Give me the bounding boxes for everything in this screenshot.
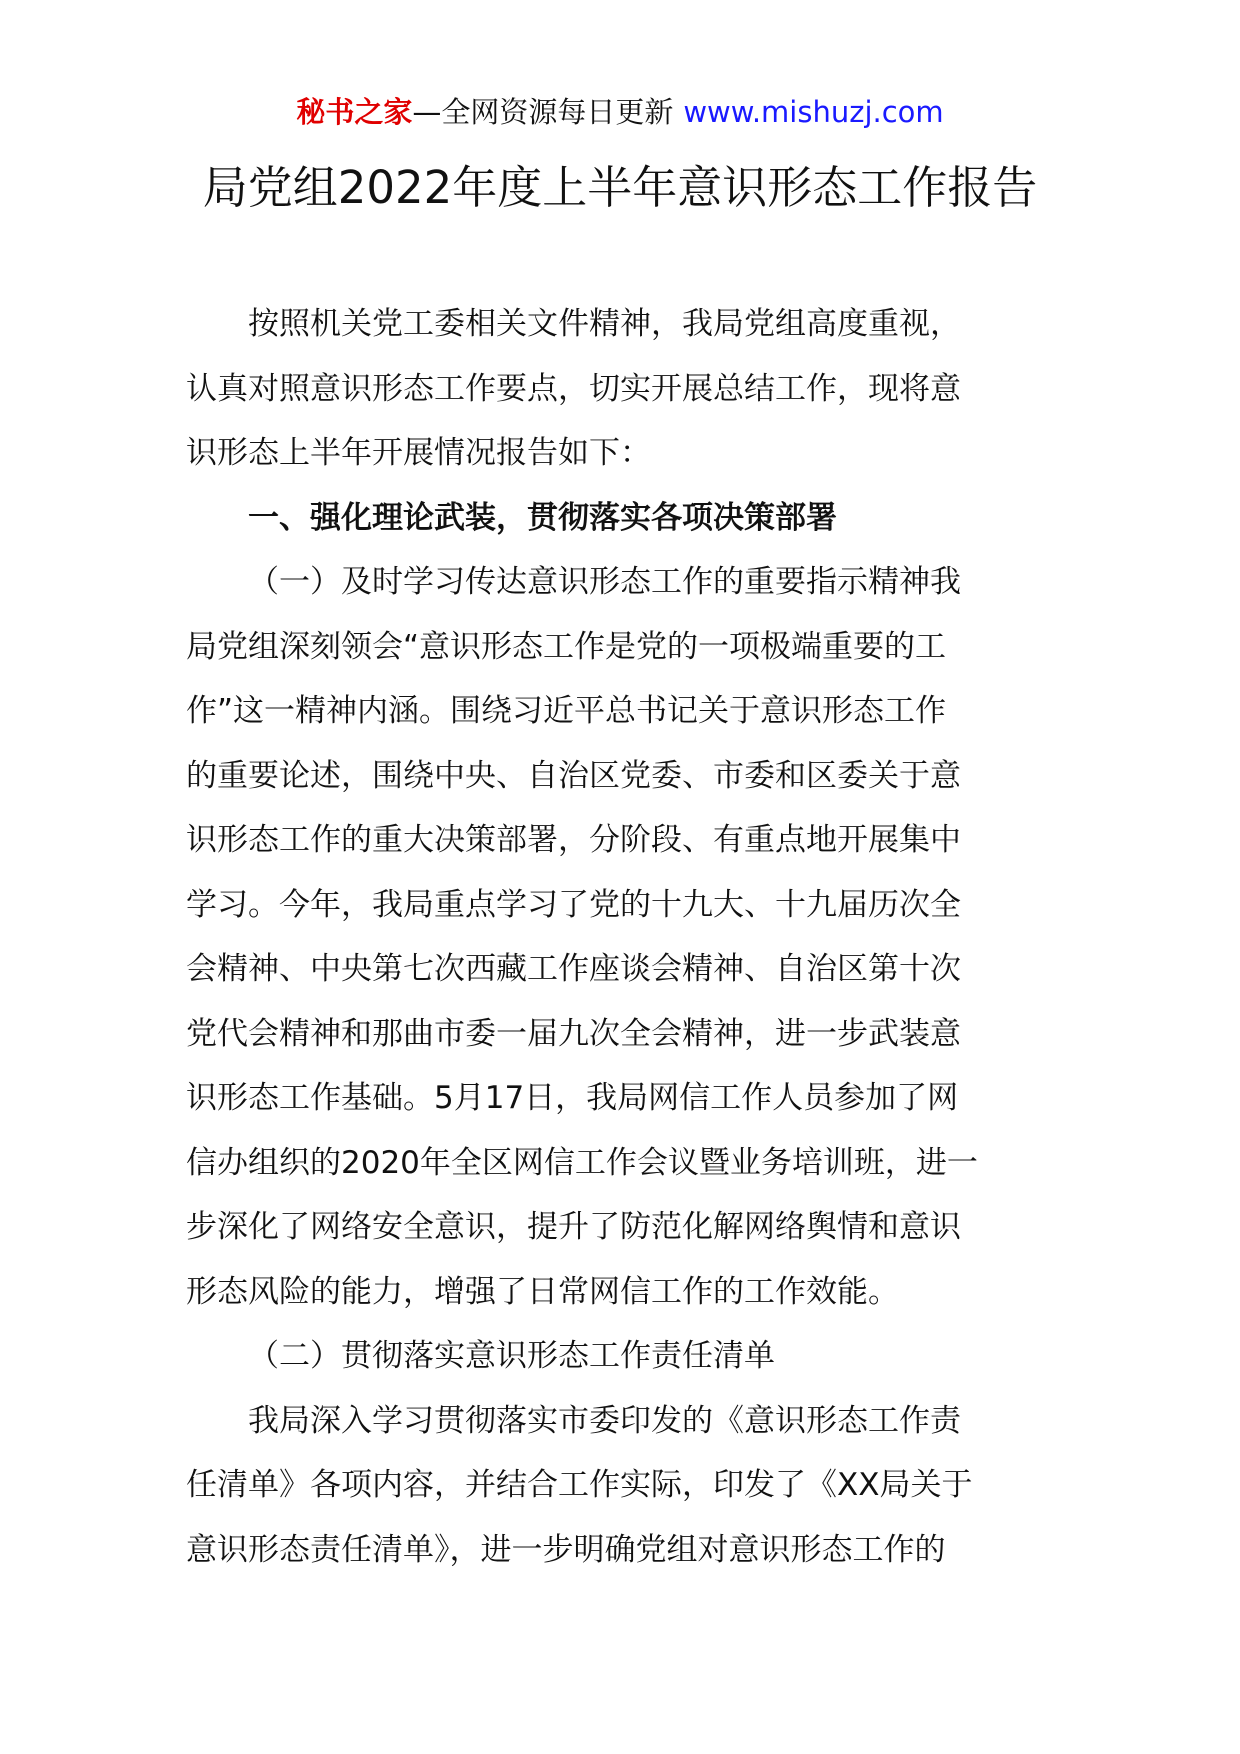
text-line: 会精神、中央第七次西藏工作座谈会精神、自治区第十次 bbox=[186, 951, 961, 987]
text-line: 任清单》各项内容，并结合工作实际，印发了《XX局关于 bbox=[186, 1467, 973, 1503]
text-line: 按照机关党工委相关文件精神，我局党组高度重视， bbox=[248, 306, 961, 342]
paragraph-section-1-2 bbox=[186, 1389, 1054, 1583]
section-heading-1 bbox=[186, 486, 1054, 551]
text-line: 局党组深刻领会“意识形态工作是党的一项极端重要的工 bbox=[186, 628, 947, 665]
brand-name: 秘书之家 bbox=[296, 95, 413, 129]
heading-text: （二）贯彻落实意识形态工作责任清单 bbox=[248, 1338, 775, 1374]
text-line: 步深化了网络安全意识，提升了防范化解网络舆情和意识 bbox=[186, 1209, 961, 1245]
text-line: 党代会精神和那曲市委一届九次全会精神，进一步武装意 bbox=[186, 1015, 961, 1052]
text-line: 的重要论述，围绕中央、自治区党委、市委和区委关于意 bbox=[186, 757, 961, 794]
text-line: 学习。今年，我局重点学习了党的十九大、十九届历次全 bbox=[186, 886, 961, 923]
text-line: 识形态工作的重大决策部署，分阶段、有重点地开展集中 bbox=[186, 822, 961, 858]
text-line: 作”这一精神内涵。围绕习近平总书记关于意识形态工作 bbox=[186, 693, 947, 729]
document-body bbox=[186, 292, 1054, 1582]
document-title: 局党组2022年度上半年意识形态工作报告 bbox=[202, 161, 1038, 214]
site-url-link[interactable]: www.mishuzj.com bbox=[683, 95, 944, 129]
text-line: 我局深入学习贯彻落实市委印发的《意识形态工作责 bbox=[248, 1402, 961, 1439]
site-banner bbox=[0, 92, 1240, 132]
text-line: 意识形态责任清单》，进一步明确党组对意识形态工作的 bbox=[186, 1531, 946, 1568]
paragraph-section-1-1 bbox=[186, 550, 1054, 1324]
paragraph-intro bbox=[186, 292, 1054, 486]
heading-text: 一、强化理论武装，贯彻落实各项决策部署 bbox=[248, 499, 837, 536]
text-line: 识形态工作基础。5月17日，我局网信工作人员参加了网 bbox=[186, 1080, 959, 1116]
text-line: 形态风险的能力，增强了日常网信工作的工作效能。 bbox=[186, 1273, 899, 1310]
banner-tagline: —全网资源每日更新 bbox=[412, 95, 674, 129]
subsection-heading-1-2 bbox=[186, 1324, 1054, 1389]
text-line: （一）及时学习传达意识形态工作的重要指示精神我 bbox=[248, 564, 961, 600]
text-line: 信办组织的2020年全区网信工作会议暨业务培训班，进一 bbox=[186, 1144, 978, 1181]
text-line: 识形态上半年开展情况报告如下： bbox=[186, 435, 651, 471]
text-line: 认真对照意识形态工作要点，切实开展总结工作，现将意 bbox=[186, 370, 961, 407]
